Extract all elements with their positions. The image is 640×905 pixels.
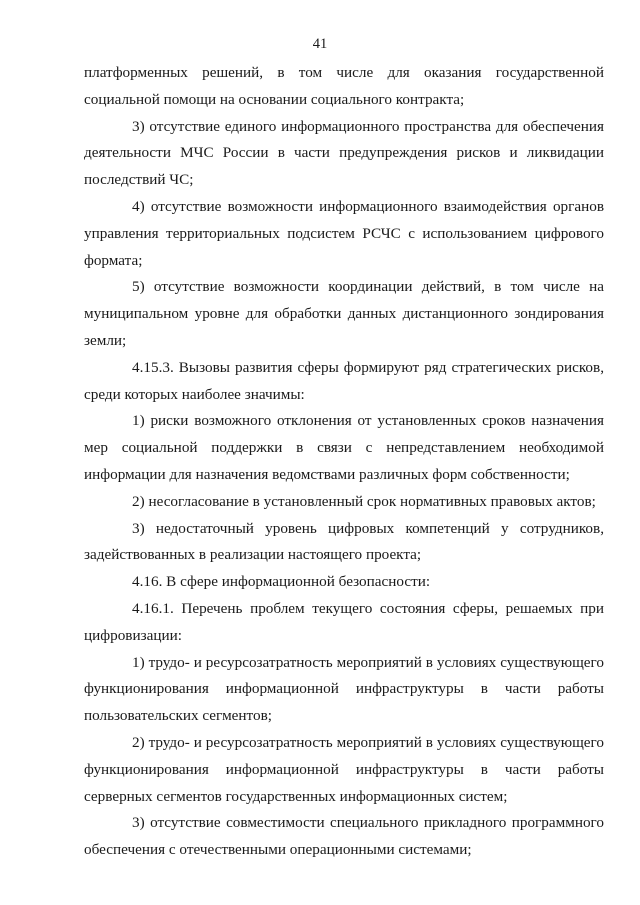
- list-item-3-unified-info-space: 3) отсутствие единого информационного пространства для обеспечения деятельности МЧС России в части предупреждения рисков и ликвидации последствий ЧС;: [84, 117, 604, 189]
- problem-item-1: 1) трудо- и ресурсозатратность мероприятий в условиях существующего функционирования информационной инфраструктуры в части работы пользовательских сегментов;: [84, 653, 604, 725]
- risk-item-1: 1) риски возможного отклонения от установленных сроков назначения мер социальной поддержки в связи с непредставлением необходимой информации для назначения ведомствами различных форм собственности;: [84, 412, 604, 483]
- list-item-4-rschs-interaction: 4) отсутствие возможности информационного взаимодействия органов управления территориальных подсистем РСЧС с использованием цифрового формата;: [84, 197, 604, 269]
- risk-item-3: 3) недостаточный уровень цифровых компетенций у сотрудников, задействованных в реализации настоящего проекта;: [84, 519, 604, 564]
- body-text: [84, 60, 604, 864]
- section-4-15-3-risks: 4.15.3. Вызовы развития сферы формируют ряд стратегических рисков, среди которых наиболее значимы:: [84, 358, 604, 403]
- problem-item-3: 3) отсутствие совместимости специального прикладного программного обеспечения с отечественными операционными системами;: [84, 814, 604, 859]
- section-4-16-heading: 4.16. В сфере информационной безопасности:: [132, 573, 431, 591]
- paragraph-continued: платформенных решений, в том числе для оказания государственной социальной помощи на основании социального контракта;: [84, 64, 604, 108]
- page-number: 41: [312, 36, 328, 52]
- problem-item-2: 2) трудо- и ресурсозатратность мероприятий в условиях существующего функционирования информационной инфраструктуры в части работы серверных сегментов государственных информационных систем;: [84, 733, 604, 805]
- risk-item-2: 2) несогласование в установленный срок нормативных правовых актов;: [132, 492, 596, 510]
- section-4-16-1-problems: 4.16.1. Перечень проблем текущего состояния сферы, решаемых при цифровизации:: [84, 599, 604, 644]
- list-item-5-coordination: 5) отсутствие возможности координации действий, в том числе на муниципальном уровне для обработки данных дистанционного зондирования земли;: [84, 278, 604, 349]
